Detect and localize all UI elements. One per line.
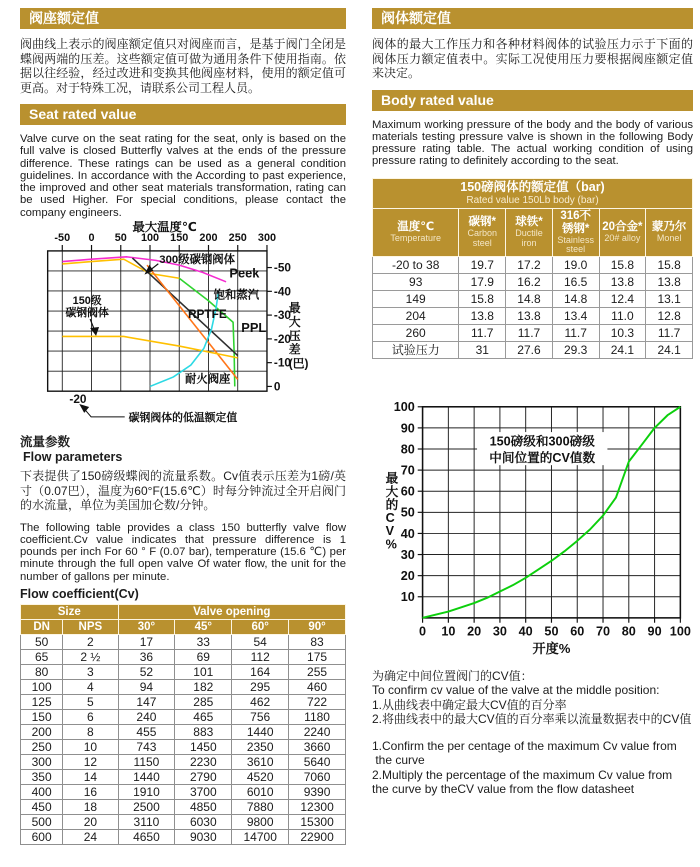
note-line: 1.Confirm the per centage of the maximum Cv value from [372,738,677,753]
table-cell: 149 [373,290,459,307]
column-header [459,208,506,256]
table-cell: 5640 [289,755,346,770]
table-cell: 756 [232,710,289,725]
table-cell: 6030 [175,815,232,830]
column-header-cn: 球铁* [515,216,543,229]
chart-label: -20 [69,392,87,407]
table-cell: 54 [232,635,289,650]
chart-label: 40 [400,526,415,541]
table-cell: 27.6 [506,341,553,358]
table-cell: 13.8 [506,307,553,324]
chart-label: C [385,510,395,525]
note-line: 1.从曲线表中确定最大CV值的百分率 [372,697,567,712]
note-line: the curve [372,753,425,768]
table-cell: 147 [118,695,175,710]
chart-label: 饱和蒸汽 [213,289,260,302]
table-cell: 3110 [118,815,175,830]
cv-notes [372,669,693,797]
table-cell: 3700 [175,785,232,800]
column-header: 45° [175,620,232,635]
column-header: 60° [232,620,289,635]
chart-label: 300 [257,232,277,245]
chart-label: 90 [647,624,662,639]
table-cell: 4520 [232,770,289,785]
table-cell: 12.4 [599,290,646,307]
chart-label: 250 [228,232,247,245]
column-header-cn: 温度℃ [397,220,435,233]
table-cell: 455 [118,725,175,740]
table-cell: 400 [21,785,63,800]
chart-label: 200 [199,232,218,245]
table-cell: 65 [21,650,63,665]
body-rated-table-head [373,178,693,256]
seat-rating-chart [20,221,346,429]
table-row [21,800,346,815]
chart-label: 70 [400,463,415,478]
table-row [21,755,346,770]
column-header: 30° [118,620,175,635]
table-cell: 15.8 [599,256,646,273]
chart-label: 开度% [532,640,571,656]
table-title-cn: 150磅阀体的额定值（bar) [460,179,605,194]
table-cell: 350 [21,770,63,785]
column-header-en: Stainless steel [557,234,594,255]
table-row [21,740,346,755]
table-title [373,178,693,208]
chart-label: 0 [273,379,281,394]
table-cell: -20 to 38 [373,256,459,273]
table-cell: 2500 [118,800,175,815]
column-header-cn: 20合金* [602,220,643,233]
note-line: 2.将曲线表中的最大CV值的百分率乘以流量数据表中的CV值 [372,712,692,727]
table-cell: 250 [21,740,63,755]
table-cell: 7880 [232,800,289,815]
chart-label: 0 [419,624,427,639]
chart-label: 150磅级和300磅级 [489,434,595,449]
table-cell: 2240 [289,725,346,740]
right-column [372,8,693,797]
table-cell: 16.2 [506,273,553,290]
table-cell: 3 [63,665,118,680]
table-cell: 8 [63,725,118,740]
table-cell: 465 [175,710,232,725]
chart-label: 30 [492,624,507,639]
table-cell: 240 [118,710,175,725]
chart-label: 150 [170,232,189,245]
chart-label: 100 [140,232,160,245]
table-cell: 112 [232,650,289,665]
flow-coefficient-table-body [21,635,346,845]
chart-label: 最 [288,301,301,316]
body-rated-table [372,178,693,359]
column-header-en: Ductile iron [515,228,543,248]
column-header [552,208,599,256]
chart-label: Peek [229,265,260,281]
column-header: DN [21,620,63,635]
table-cell: 2350 [232,740,289,755]
table-cell: 500 [21,815,63,830]
table-cell: 100 [21,680,63,695]
table-cell: 15300 [289,815,346,830]
table-cell: 295 [232,680,289,695]
table-cell: 24.1 [599,341,646,358]
table-cell: 1910 [118,785,175,800]
table-cell: 4850 [175,800,232,815]
table-cell: 18 [63,800,118,815]
table-cell: 1150 [118,755,175,770]
table-cell: 69 [175,650,232,665]
table-cell: 10 [63,740,118,755]
table-cell: 24.1 [646,341,693,358]
table-cell: 10.3 [599,324,646,341]
column-header: 90° [289,620,346,635]
chart-label: RPTFE [187,307,227,322]
column-header-en: Carbon steel [467,228,498,248]
table-row [21,635,346,650]
chart-label: 碳钢阀体的低温额定值 [128,411,238,424]
column-header [373,208,459,256]
table-cell: 9800 [232,815,289,830]
chart-label: 10 [441,624,456,639]
body-rated-header-cn: 阀体额定值 [372,8,693,29]
table-cell: 19.7 [459,256,506,273]
table-cell: 36 [118,650,175,665]
table-cell: 5 [63,695,118,710]
table-cell: 13.8 [599,273,646,290]
table-row [373,324,693,341]
flow-coefficient-title: Flow coefficient(Cv) [20,587,139,602]
table-cell: 31 [459,341,506,358]
chart-label: -20 [273,331,292,346]
flow-coefficient-table [20,604,346,845]
flow-parameters-paragraph-cn: 下表提供了150磅级蝶阀的流量系数。Cv值表示压差为1磅/英寸（0.07巴），温度为60°F(15.6℃）时每分钟流过全开启阀门的水流量，单位为美国加仑数/分钟。 [20,469,346,513]
table-cell: 16 [63,785,118,800]
flow-parameters-paragraph-en: The following table provides a class 150 butterfly valve flow coefficient.Cv value indicates that pressure difference is 1 pounds per inch For 60 ° F (0.07 bar), temperature (15.6 ℃) per minute through the full open valve Of water flow, the unit for the number of gallons per minute. [20,521,346,583]
callout-line [90,319,94,329]
table-cell: 13.1 [646,290,693,307]
table-cell: 14.8 [552,290,599,307]
table-cell: 12 [63,755,118,770]
seat-rated-paragraph-cn: 阀曲线上表示的阀座额定值只对阀座而言，是基于阀门全闭是蝶阀两端的压差。这些额定值可做为通用条件下使用指南。依据以往经验，经过改进和变换其他阀座材料，使用的额定值可更高。对于特殊工况，请联系公司工程人员。 [20,37,346,95]
table-cell: 4650 [118,830,175,845]
table-cell: 204 [373,307,459,324]
table-cell: 125 [21,695,63,710]
table-cell: 1440 [232,725,289,740]
table-cell: 22900 [289,830,346,845]
table-cell: 150 [21,710,63,725]
table-cell: 33 [175,635,232,650]
table-cell: 12300 [289,800,346,815]
column-header-en: Monel [656,232,682,243]
chart-label: 20 [467,624,482,639]
chart-label: 300级碳钢阀体 [159,253,236,266]
chart-label: 大 [288,315,301,330]
note-line: To confirm cv value of the valve at the middle position: [372,683,660,698]
table-cell: 600 [21,830,63,845]
callout-line [85,410,125,417]
table-cell: 3660 [289,740,346,755]
chart-label: (巴) [288,356,309,371]
column-header: NPS [63,620,118,635]
table-row [21,785,346,800]
column-header [506,208,553,256]
table-cell: 200 [21,725,63,740]
chart-label: 80 [621,624,636,639]
table-title-en: Rated value 150Lb body (bar) [466,194,599,206]
column-header [599,208,646,256]
table-row [373,178,693,208]
body-rated-header-en: Body rated value [372,90,693,111]
body-rated-paragraph-cn: 阀体的最大工作压力和各种材料阀体的试验压力示于下面的阀体压力额定值表中。实际工况使用压力要根据阀座额定值来决定。 [372,37,693,80]
chart-label: 60 [570,624,585,639]
table-row [21,770,346,785]
table-cell: 24 [63,830,118,845]
table-row [373,273,693,290]
table-row [373,256,693,273]
chart-label: 中间位置的CV值数 [489,450,596,465]
body-rated-paragraph-en: Maximum working pressure of the body and the body of various materials testing pressure valve is shown in the following Body pressure rating table. The actual working condition of using pressure rating to definitely according to the seat. [372,118,693,168]
table-cell: 11.7 [506,324,553,341]
seat-rated-paragraph-en: Valve curve on the seat rating for the seat, only is based on the full valve is closed Butterfly valves at the ends of the pressure difference. These ratings can be used as a general condition guidelines. In accordance with the According to past experience, the improved and other seat materials transformation, rating can be used Higher. For special conditions, please contact the company engineers. [20,133,346,219]
column-header-cn: 碳钢* [468,216,496,229]
table-cell: 883 [175,725,232,740]
table-row [21,725,346,740]
column-header-cn: 316不锈钢* [560,209,592,235]
chart-label: 90 [400,420,415,435]
table-cell: 13.8 [459,307,506,324]
table-cell: 80 [21,665,63,680]
table-row [21,680,346,695]
chart-label: V [385,523,395,538]
table-cell: 17.9 [459,273,506,290]
note-line: 2.Multiply the percentage of the maximum Cv value from [372,767,673,782]
table-cell: 285 [175,695,232,710]
seat-rated-header-cn: 阀座额定值 [20,8,346,29]
chart-label: 100 [669,624,691,639]
table-cell: 1440 [118,770,175,785]
table-cell: 9030 [175,830,232,845]
chart-label: 70 [595,624,611,639]
chart-label: PPL [241,319,267,335]
table-cell: 300 [21,755,63,770]
table-cell: 9390 [289,785,346,800]
chart-label: % [385,537,397,552]
chart-label: 差 [288,342,301,357]
chart-label: 压 [288,328,301,343]
table-row [21,665,346,680]
table-cell: 1450 [175,740,232,755]
table-row [21,620,346,635]
table-cell: 94 [118,680,175,695]
table-cell: 743 [118,740,175,755]
chart-label: 50 [400,505,415,520]
table-row [21,650,346,665]
table-cell: 164 [232,665,289,680]
chart-label: 80 [400,442,415,457]
note-line [372,727,693,739]
table-cell: 3610 [232,755,289,770]
table-cell: 450 [21,800,63,815]
chart-label: -50 [273,260,292,275]
chart-label: 大 [385,484,399,499]
table-cell: 15.8 [646,256,693,273]
cv-percentage-chart [372,385,693,663]
table-cell: 11.7 [552,324,599,341]
table-cell: 83 [289,635,346,650]
table-cell: 52 [118,665,175,680]
table-cell: 13.4 [552,307,599,324]
chart-label: -40 [273,284,292,299]
chart-label: 耐火阀座 [184,373,231,386]
table-cell: 1180 [289,710,346,725]
chart-label: 10 [400,589,415,604]
table-row [21,710,346,725]
table-cell: 14.8 [506,290,553,307]
table-row [373,307,693,324]
chart-label: 20 [400,568,415,583]
table-cell: 11.7 [459,324,506,341]
table-cell: 101 [175,665,232,680]
chart-label: 100 [393,399,415,414]
chart-label: 最 [385,471,399,486]
table-cell: 182 [175,680,232,695]
seat-rated-header-en: Seat rated value [20,104,346,125]
note-line: 为确定中间位置阀门的CV值： [372,668,533,683]
table-row [21,815,346,830]
left-column [20,8,346,845]
table-row [373,341,693,358]
column-header-en: Temperature [390,232,441,243]
table-cell: 7060 [289,770,346,785]
table-row [21,830,346,845]
chart-label: 50 [544,624,559,639]
table-cell: 14700 [232,830,289,845]
table-cell: 50 [21,635,63,650]
table-cell: 460 [289,680,346,695]
table-cell: 175 [289,650,346,665]
chart-label: 30 [400,547,415,562]
chart-label: 的 [385,497,399,512]
table-row [21,605,346,620]
chart-label: 0 [88,232,95,245]
flow-parameters-heading-cn: 流量参数 [20,435,71,450]
chart-label: 最大温度℃ [132,221,197,235]
table-cell: 722 [289,695,346,710]
group-header-size: Size [21,605,119,620]
table-cell: 17 [118,635,175,650]
table-cell: 2790 [175,770,232,785]
chart-label: 50 [114,232,127,245]
table-cell: 13.8 [646,273,693,290]
chart-label: -50 [54,232,71,245]
table-cell: 11.0 [599,307,646,324]
column-header-cn: 蒙乃尔 [651,220,687,233]
table-cell: 16.5 [552,273,599,290]
table-row [373,290,693,307]
table-cell: 2 ½ [63,650,118,665]
table-cell: 19.0 [552,256,599,273]
table-cell: 462 [232,695,289,710]
table-cell: 6010 [232,785,289,800]
note-line: the curve by theCV value from the flow datasheet [372,782,635,797]
chart-label: -10 [273,355,292,370]
body-rated-table-body [373,256,693,358]
table-cell: 4 [63,680,118,695]
table-row [21,695,346,710]
table-cell: 12.8 [646,307,693,324]
table-cell: 93 [373,273,459,290]
flow-coefficient-table-head [21,605,346,635]
chart-label: 碳钢阀体 [65,307,109,320]
column-header [646,208,693,256]
table-cell: 2 [63,635,118,650]
table-cell: 11.7 [646,324,693,341]
table-row [373,208,693,256]
group-header-valve-opening: Valve opening [118,605,346,620]
chart-label: 40 [518,624,533,639]
table-cell: 260 [373,324,459,341]
table-cell: 20 [63,815,118,830]
column-header-en: 20# alloy [604,232,641,243]
chart-label: -30 [273,308,292,323]
table-cell: 17.2 [506,256,553,273]
table-cell: 15.8 [459,290,506,307]
table-cell: 255 [289,665,346,680]
flow-parameters-heading-en: Flow parameters [23,450,123,465]
table-cell: 试验压力 [373,341,459,358]
table-cell: 29.3 [552,341,599,358]
table-cell: 6 [63,710,118,725]
table-cell: 14 [63,770,118,785]
chart-label: 150级 [72,295,102,308]
chart-label: 60 [400,484,415,499]
table-cell: 2230 [175,755,232,770]
